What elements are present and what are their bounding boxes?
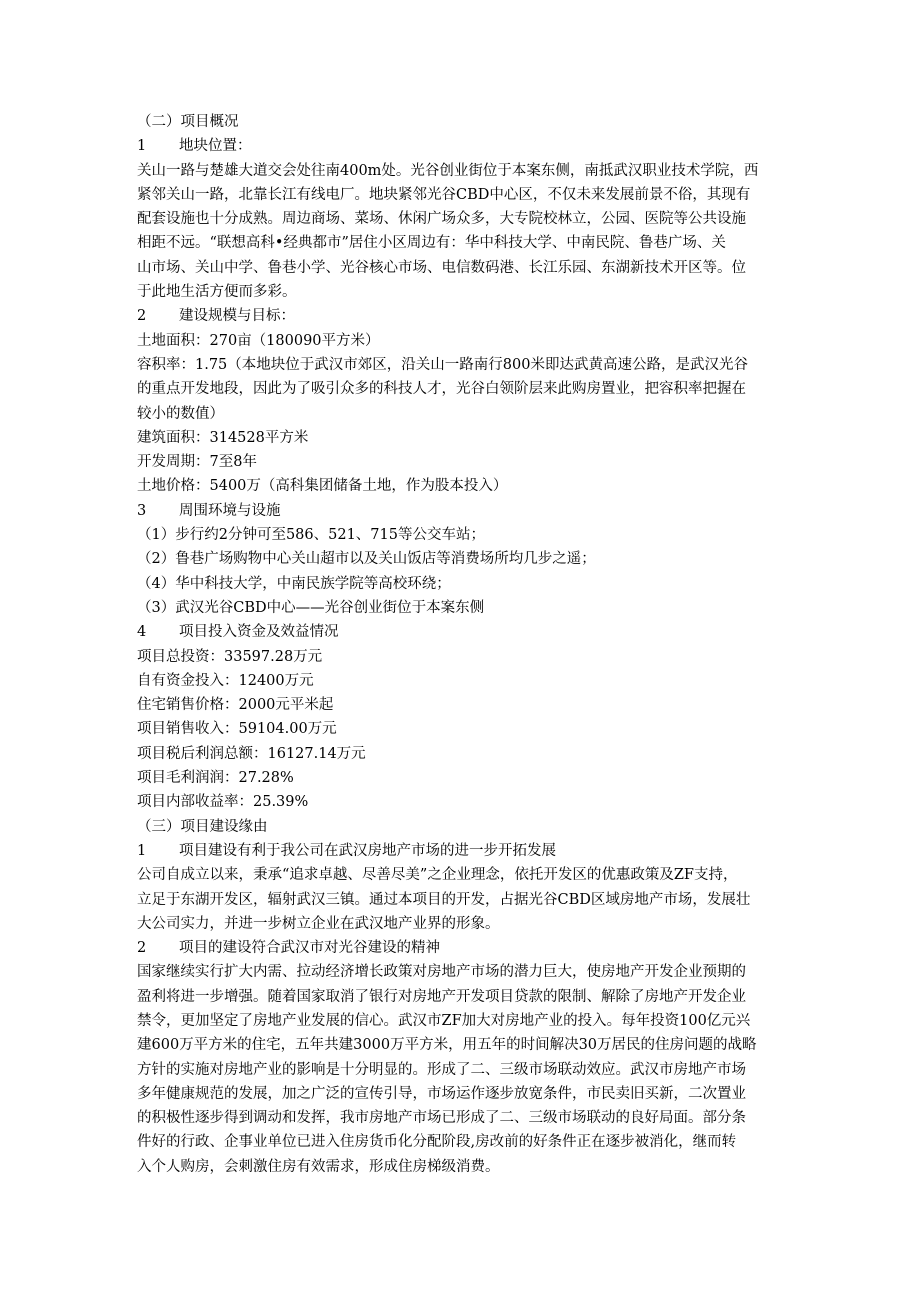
paragraph-policy	[137, 960, 787, 1179]
text-line: 项目税后利润总额：16127.14万元	[137, 745, 366, 762]
text-line: 较小的数值）	[137, 405, 224, 422]
item-title: 地块位置：	[179, 138, 252, 155]
text-line: 配套设施也十分成熟。周边商场、菜场、休闲广场众多，大专院校林立，公园、医院等公共设施	[137, 211, 746, 228]
text-line: 立足于东湖开发区，辐射武汉三镇。通过本项目的开发，占据光谷CBD区域房地产市场，发展壮	[137, 891, 751, 908]
text-line: 开发周期：7至8年	[137, 454, 257, 471]
item-title: 项目投入资金及效益情况	[179, 624, 339, 641]
item-number: 1	[137, 842, 147, 859]
paragraph-location	[137, 159, 787, 305]
text-line: （1）步行约2分钟可至586、521、715等公交车站；	[137, 527, 485, 544]
subsection-heading	[137, 936, 787, 960]
paragraph-investment	[137, 645, 787, 815]
item-title: 建设规模与目标：	[179, 308, 295, 325]
text-line: 容积率：1.75（本地块位于武汉市郊区，沿关山一路南行800米即达武黄高速公路，是武汉光谷	[137, 356, 748, 373]
item-number: 1	[137, 138, 147, 155]
item-number: 4	[137, 624, 147, 641]
paragraph-company	[137, 863, 787, 936]
text-line: 国家继续实行扩大内需、拉动经济增长政策对房地产市场的潜力巨大，使房地产开发企业预期的	[137, 964, 746, 981]
text-line: 项目内部收益率：25.39%	[137, 794, 309, 811]
text-line: （4）华中科技大学，中南民族学院等高校环绕；	[137, 575, 451, 592]
subsection-heading	[137, 620, 787, 644]
text-line: 于此地生活方便而多彩。	[137, 284, 297, 301]
item-title: 项目建设有利于我公司在武汉房地产市场的进一步开拓发展	[179, 842, 556, 859]
text-line: 项目毛利润润：27.28%	[137, 770, 294, 787]
text-line: 入个人购房，会刺激住房有效需求，形成住房梯级消费。	[137, 1158, 500, 1175]
text-line: 建600万平方米的住宅，五年共建3000万平方米，用五年的时间解决30万居民的住房问题的战略	[137, 1037, 757, 1054]
text-line: 件好的行政、企事业单位已进入住房货币化分配阶段,房改前的好条件正在逐步被消化，继而转	[137, 1134, 737, 1151]
paragraph-environment	[137, 523, 787, 620]
item-number: 3	[137, 502, 147, 519]
text-line: 项目销售收入：59104.00万元	[137, 721, 337, 738]
text-line: 方针的实施对房地产业的影响是十分明显的。形成了二、三级市场联动效应。武汉市房地产市场	[137, 1061, 746, 1078]
text-line: 多年健康规范的发展，加之广泛的宣传引导，市场运作逐步放宽条件，市民卖旧买新，二次置业	[137, 1085, 746, 1102]
section-heading: （三）项目建设缘由	[137, 818, 268, 835]
item-title: 项目的建设符合武汉市对光谷建设的精神	[179, 940, 440, 957]
paragraph-scale	[137, 329, 787, 499]
text-line: 公司自成立以来，秉承“追求卓越、尽善尽美”之企业理念，依托开发区的优惠政策及ZF支持，	[137, 867, 738, 884]
text-line: 盈利将进一步增强。随着国家取消了银行对房地产开发项目贷款的限制、解除了房地产开发企业	[137, 988, 746, 1005]
item-number: 2	[137, 940, 147, 957]
text-line: 自有资金投入：12400万元	[137, 672, 314, 689]
text-line: 大公司实力，并进一步树立企业在武汉地产业界的形象。	[137, 915, 500, 932]
text-line: 住宅销售价格：2000元平米起	[137, 697, 334, 714]
section-heading: （二）项目概况	[137, 114, 239, 130]
subsection-heading	[137, 499, 787, 523]
subsection-heading	[137, 304, 787, 328]
text-line: （3）武汉光谷CBD中心——光谷创业街位于本案东侧	[137, 599, 485, 616]
text-line: （2）鲁巷广场购物中心关山超市以及关山饭店等消费场所均几步之遥；	[137, 551, 596, 568]
text-line: 禁令，更加坚定了房地产业发展的信心。武汉市ZF加大对房地产业的投入。每年投资100亿元兴	[137, 1012, 751, 1029]
subsection-heading	[137, 134, 787, 158]
text-line: 相距不远。“联想高科•经典都市”居住小区周边有：华中科技大学、中南民院、鲁巷广场、关	[137, 235, 726, 252]
text-line: 的积极性逐步得到调动和发挥，我市房地产市场已形成了二、三级市场联动的良好局面。部分条	[137, 1110, 746, 1127]
text-line: 紧邻关山一路，北靠长江有线电厂。地块紧邻光谷CBD中心区，不仅未来发展前景不俗，其现有	[137, 186, 751, 203]
text-line: 土地价格：5400万（高科集团储备土地，作为股本投入）	[137, 478, 508, 495]
text-line: 的重点开发地段，因此为了吸引众多的科技人才，光谷白领阶层来此购房置业，把容积率把握在	[137, 381, 746, 398]
text-line: 土地面积：270亩（180090平方米）	[137, 332, 380, 349]
document-body	[137, 110, 787, 1179]
text-line: 建筑面积：314528平方米	[137, 429, 309, 446]
item-title: 周围环境与设施	[179, 502, 281, 519]
subsection-heading	[137, 839, 787, 863]
item-number: 2	[137, 308, 147, 325]
text-line: 山市场、关山中学、鲁巷小学、光谷核心市场、电信数码港、长江乐园、东湖新技术开区等。位	[137, 259, 746, 276]
text-line: 项目总投资：33597.28万元	[137, 648, 323, 665]
text-line: 关山一路与楚雄大道交会处往南400m处。光谷创业街位于本案东侧，南抵武汉职业技术学院，西	[137, 162, 759, 179]
